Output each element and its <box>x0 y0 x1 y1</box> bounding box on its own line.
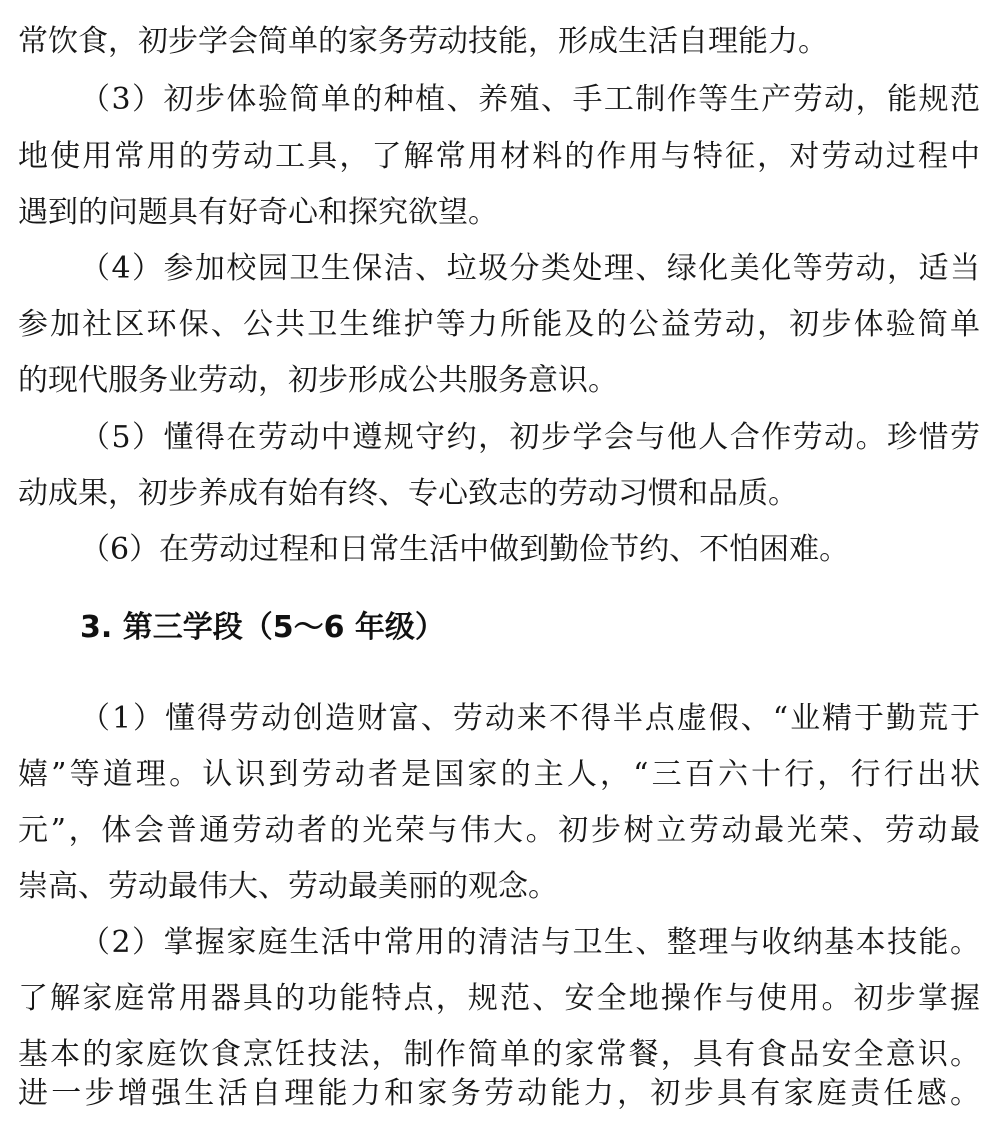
text-line: 遇到的问题具有好奇心和探究欲望。 <box>18 195 498 230</box>
text-line: 崇高、劳动最伟大、劳动最美丽的观念。 <box>18 869 558 904</box>
text-line: （3）初步体验简单的种植、养殖、手工制作等生产劳动，能规范 <box>80 82 980 117</box>
text-line: 参加社区环保、公共卫生维护等力所能及的公益劳动，初步体验简单 <box>18 307 980 342</box>
text-line: 常饮食，初步学会简单的家务劳动技能，形成生活自理能力。 <box>18 24 828 59</box>
text-line: （5）懂得在劳动中遵规守约，初步学会与他人合作劳动。珍惜劳 <box>80 420 980 455</box>
text-line: 元”，体会普通劳动者的光荣与伟大。初步树立劳动最光荣、劳动最 <box>18 813 980 848</box>
text-line: 的现代服务业劳动，初步形成公共服务意识。 <box>18 363 618 398</box>
text-line: （4）参加校园卫生保洁、垃圾分类处理、绿化美化等劳动，适当 <box>80 251 980 286</box>
text-line: 进一步增强生活自理能力和家务劳动能力，初步具有家庭责任感。 <box>18 1076 980 1111</box>
text-line: （6）在劳动过程和日常生活中做到勤俭节约、不怕困难。 <box>80 532 850 567</box>
section-heading: 3. 第三学段（5～6 年级） <box>80 610 445 645</box>
text-line: 地使用常用的劳动工具，了解常用材料的作用与特征，对劳动过程中 <box>18 139 980 174</box>
text-line: （1）懂得劳动创造财富、劳动来不得半点虚假、“业精于勤荒于 <box>80 701 980 736</box>
text-line: 基本的家庭饮食烹饪技法，制作简单的家常餐，具有食品安全意识。 <box>18 1037 980 1072</box>
text-line: 动成果，初步养成有始有终、专心致志的劳动习惯和品质。 <box>18 476 798 511</box>
text-line: （2）掌握家庭生活中常用的清洁与卫生、整理与收纳基本技能。 <box>80 925 980 960</box>
text-line: 了解家庭常用器具的功能特点，规范、安全地操作与使用。初步掌握 <box>18 981 980 1016</box>
text-line: 嬉”等道理。认识到劳动者是国家的主人，“三百六十行，行行出状 <box>18 757 980 792</box>
